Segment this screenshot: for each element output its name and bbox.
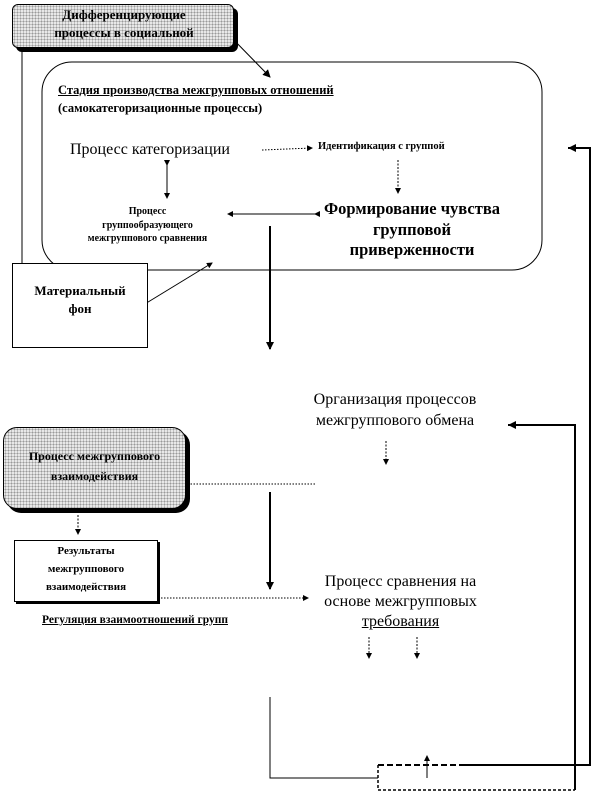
group-comparison-line1: Процесс <box>128 206 167 217</box>
stage-subtitle: (самокатегоризационные процессы) <box>58 101 263 115</box>
differentiating-line1: Дифференцирующие <box>62 7 186 22</box>
right-loop-lower <box>508 425 575 790</box>
results-line3: взаимодействия <box>45 581 127 593</box>
belonging-line2: групповой <box>372 219 452 239</box>
stage-title: Стадия производства межгрупповых отношений <box>58 83 334 97</box>
belonging-line1: Формирование чувства <box>324 199 500 218</box>
belonging-line3: приверженности <box>349 240 475 260</box>
group-comparison-process <box>65 205 230 246</box>
requirements-line1: Процесс сравнения на <box>324 573 477 590</box>
differentiating-line2: процессы в социальной <box>54 25 194 40</box>
bottom-left-connector <box>270 697 378 778</box>
results-line2: межгруппового <box>47 563 125 575</box>
differentiating-processes-box <box>12 4 234 48</box>
material-line1: Материальный <box>34 283 126 298</box>
interaction-line2: взаимодействия <box>50 469 139 483</box>
requirements-comparison <box>298 572 503 632</box>
identification-with-group: Идентификация с группой <box>318 141 445 152</box>
group-belonging-formation <box>312 199 512 261</box>
intergroup-interaction-box <box>3 427 186 509</box>
group-comparison-line3: межгруппового сравнения <box>87 233 208 244</box>
organization-line2: межгруппового обмена <box>315 411 475 429</box>
requirements-line2: основе межгрупповых <box>324 593 477 610</box>
interaction-results-box <box>14 540 158 602</box>
material-line2: фон <box>68 301 92 316</box>
interaction-line1: Процесс межгруппового <box>28 449 161 463</box>
intergroup-exchange-organization <box>285 390 505 432</box>
results-line1: Результаты <box>57 545 115 557</box>
categorization-process: Процесс категоризации <box>70 141 230 158</box>
group-relations-regulation: Регуляция взаимоотношений групп <box>42 614 228 626</box>
organization-line1: Организация процессов <box>313 391 477 408</box>
requirements-line3: требования <box>361 613 440 630</box>
material-background-box <box>12 263 148 348</box>
group-comparison-line2: группообразующего <box>102 219 193 231</box>
